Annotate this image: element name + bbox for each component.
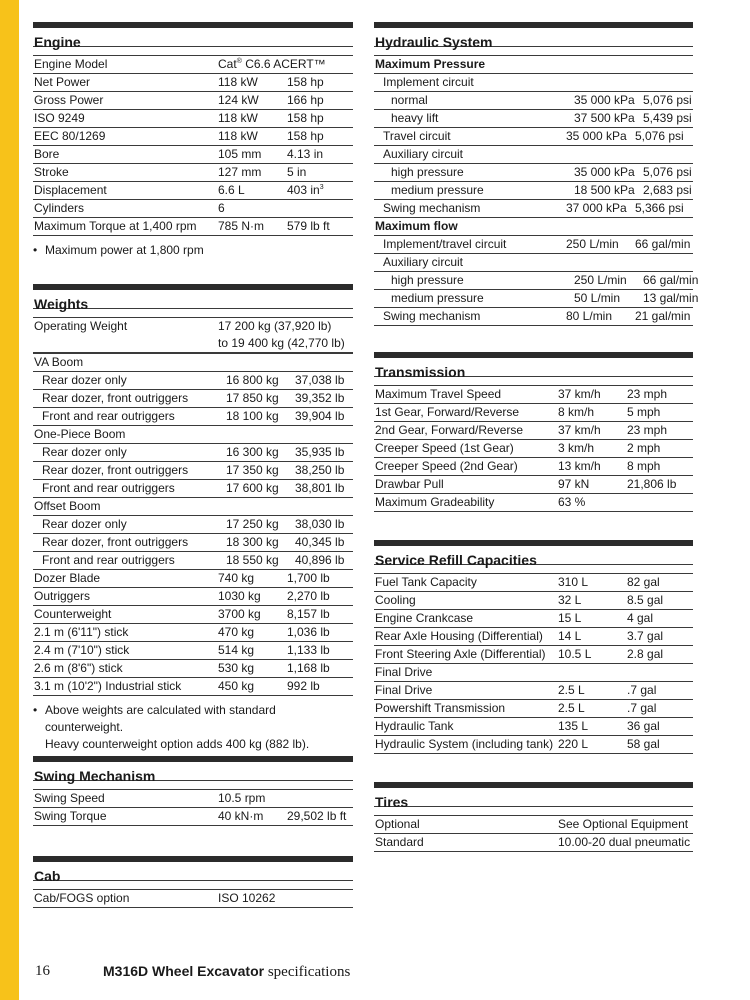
spec-row: Front and rear outriggers 18 550 kg 40,896 lb xyxy=(33,552,353,570)
spec-row: Fuel Tank Capacity 310 L 82 gal xyxy=(374,573,693,592)
cab-section xyxy=(33,856,353,908)
spec-row: Outriggers 1030 kg 2,270 lb xyxy=(33,588,353,606)
spec-row: Optional See Optional Equipment xyxy=(374,815,693,834)
spec-row: Dozer Blade 740 kg 1,700 lb xyxy=(33,570,353,588)
service-heading: Service Refill Capacities xyxy=(374,540,693,565)
spec-row: Front and rear outriggers 18 100 kg 39,904 lb xyxy=(33,408,353,426)
spec-row: Final Drive 2.5 L .7 gal xyxy=(374,682,693,700)
service-section xyxy=(374,540,693,754)
spec-row: Maximum Pressure xyxy=(374,55,693,74)
spec-row: Counterweight 3700 kg 8,157 lb xyxy=(33,606,353,624)
spec-row: Rear dozer, front outriggers 18 300 kg 40,345 lb xyxy=(33,534,353,552)
spec-row: Creeper Speed (1st Gear) 3 km/h 2 mph xyxy=(374,440,693,458)
spec-row: One-Piece Boom xyxy=(33,426,353,444)
spec-row: Rear Axle Housing (Differential) 14 L 3.7 gal xyxy=(374,628,693,646)
spec-row: Maximum Torque at 1,400 rpm 785 N·m 579 lb ft xyxy=(33,218,353,236)
hydraulic-section xyxy=(374,22,699,326)
spec-row: ISO 9249 118 kW 158 hp xyxy=(33,110,353,128)
hydraulic-heading: Hydraulic System xyxy=(374,22,693,47)
spec-row: Maximum Travel Speed 37 km/h 23 mph xyxy=(374,385,693,404)
spec-row: Swing mechanism 80 L/min 21 gal/min xyxy=(374,308,693,326)
spec-row: Powershift Transmission 2.5 L .7 gal xyxy=(374,700,693,718)
spec-row: Hydraulic System (including tank) 220 L 58 gal xyxy=(374,736,693,754)
spec-row: 1st Gear, Forward/Reverse 8 km/h 5 mph xyxy=(374,404,693,422)
spec-row: Cab/FOGS option ISO 10262 xyxy=(33,889,353,908)
spec-row: Auxiliary circuit xyxy=(374,146,693,164)
spec-row: Rear dozer, front outriggers 17 850 kg 39,352 lb xyxy=(33,390,353,408)
spec-row: Maximum Gradeability 63 % xyxy=(374,494,693,512)
spec-row: Rear dozer only 16 800 kg 37,038 lb xyxy=(33,372,353,390)
footer-title: M316D Wheel Excavator specifications xyxy=(103,963,351,980)
tires-section xyxy=(374,782,693,852)
spec-row: Swing mechanism 37 000 kPa 5,366 psi xyxy=(374,200,693,218)
weights-section xyxy=(33,284,353,753)
spec-row: Rear dozer, front outriggers 17 350 kg 38,250 lb xyxy=(33,462,353,480)
spec-row: Displacement 6.6 L 403 $in^3$ xyxy=(33,182,353,200)
spec-row: 2nd Gear, Forward/Reverse 37 km/h 23 mph xyxy=(374,422,693,440)
spec-row: 3.1 m (10'2") Industrial stick 450 kg 992 lb xyxy=(33,678,353,696)
spec-row: Final Drive xyxy=(374,664,693,682)
spec-row: Net Power 118 kW 158 hp xyxy=(33,74,353,92)
spec-row: 2.1 m (6'11") stick 470 kg 1,036 lb xyxy=(33,624,353,642)
spec-row: Gross Power 124 kW 166 hp xyxy=(33,92,353,110)
spec-row: Standard 10.00-20 dual pneumatic xyxy=(374,834,693,852)
spec-row: VA Boom xyxy=(33,353,353,372)
swing-heading: Swing Mechanism xyxy=(33,756,353,781)
transmission-section xyxy=(374,352,693,512)
spec-row: Bore 105 mm 4.13 in xyxy=(33,146,353,164)
transmission-heading: Transmission xyxy=(374,352,693,377)
engine-heading: Engine xyxy=(33,22,353,47)
spec-row: heavy lift 37 500 kPa 5,439 psi xyxy=(374,110,693,128)
spec-row: Engine Crankcase 15 L 4 gal xyxy=(374,610,693,628)
spec-row: Stroke 127 mm 5 in xyxy=(33,164,353,182)
page-number: 16 xyxy=(35,963,50,979)
swing-section xyxy=(33,756,353,826)
spec-row: Offset Boom xyxy=(33,498,353,516)
spec-row: Travel circuit 35 000 kPa 5,076 psi xyxy=(374,128,693,146)
cab-heading: Cab xyxy=(33,856,353,881)
spec-row: 2.4 m (7'10") stick 514 kg 1,133 lb xyxy=(33,642,353,660)
spec-row: Swing Torque 40 kN·m 29,502 lb ft xyxy=(33,808,353,826)
spec-row: Front and rear outriggers 17 600 kg 38,801 lb xyxy=(33,480,353,498)
spec-row: medium pressure 50 L/min 13 gal/min xyxy=(374,290,693,308)
spec-row: Hydraulic Tank 135 L 36 gal xyxy=(374,718,693,736)
spec-row: Auxiliary circuit xyxy=(374,254,693,272)
spec-row: medium pressure 18 500 kPa 2,683 psi xyxy=(374,182,693,200)
weights-heading: Weights xyxy=(33,284,353,309)
spec-row: Drawbar Pull 97 kN 21,806 lb xyxy=(374,476,693,494)
spec-row: high pressure 35 000 kPa 5,076 psi xyxy=(374,164,693,182)
spec-row: Cooling 32 L 8.5 gal xyxy=(374,592,693,610)
spec-row: EEC 80/1269 118 kW 158 hp xyxy=(33,128,353,146)
spec-row: Maximum flow xyxy=(374,218,693,236)
weights-note: • Above weights are calculated with standard counterweight. Heavy counterweight option adds 400 kg (882 lb). xyxy=(33,703,310,751)
spec-row: Creeper Speed (2nd Gear) 13 km/h 8 mph xyxy=(374,458,693,476)
tires-heading: Tires xyxy=(374,782,693,807)
spec-row: normal 35 000 kPa 5,076 psi xyxy=(374,92,693,110)
spec-row: Rear dozer only 16 300 kg 35,935 lb xyxy=(33,444,353,462)
yellow-side-bar xyxy=(0,0,19,1000)
engine-section xyxy=(33,22,353,259)
spec-row: Engine Model Cat® C6.6 ACERT™ xyxy=(33,55,353,74)
spec-row: Rear dozer only 17 250 kg 38,030 lb xyxy=(33,516,353,534)
engine-note: • Maximum power at 1,800 rpm xyxy=(33,243,204,257)
operating-weight-row: Operating Weight 17 200 kg (37,920 lb) to 19 400 kg (42,770 lb) xyxy=(33,317,353,353)
spec-row: high pressure 250 L/min 66 gal/min xyxy=(374,272,693,290)
spec-row: 2.6 m (8'6") stick 530 kg 1,168 lb xyxy=(33,660,353,678)
spec-row: Implement circuit xyxy=(374,74,693,92)
spec-row: Implement/travel circuit 250 L/min 66 gal/min xyxy=(374,236,693,254)
spec-row: Swing Speed 10.5 rpm xyxy=(33,789,353,808)
spec-row: Cylinders 6 xyxy=(33,200,353,218)
spec-row: Front Steering Axle (Differential) 10.5 L 2.8 gal xyxy=(374,646,693,664)
